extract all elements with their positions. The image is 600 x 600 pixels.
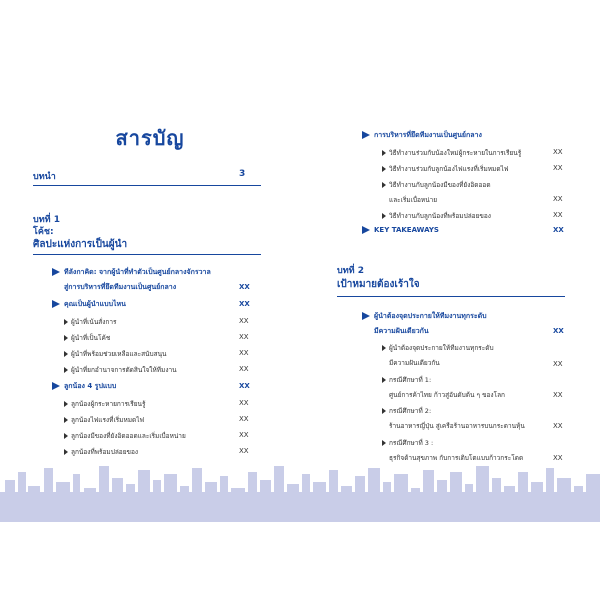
page-number: XX [553, 327, 564, 335]
toc-item-line2: ร้านอาหารญี่ปุ่น สู่เครือร้านอาหารบนกระดานหุ้น [389, 422, 525, 430]
page-number: XX [553, 164, 563, 172]
page-number: XX [239, 382, 250, 390]
page-number: XX [553, 211, 563, 219]
page-number: XX [239, 431, 249, 439]
page-title: สารบัญ [115, 126, 185, 150]
page-number: XX [553, 391, 563, 399]
key-takeaways-heading[interactable]: KEY TAKEAWAYS [362, 224, 439, 236]
arrow-icon [52, 300, 60, 308]
intro-page: 3 [239, 169, 246, 179]
page-number: XX [239, 415, 249, 423]
section-heading[interactable]: คุณเป็นผู้นำแบบไหน [52, 298, 126, 310]
toc-item[interactable]: ลูกน้องไฟแรงที่เริ่มหมดไฟ [64, 415, 144, 425]
divider [33, 185, 261, 186]
section-heading[interactable]: การบริหารที่ยึดทีมงานเป็นศูนย์กลาง [362, 129, 482, 141]
toc-item[interactable]: ผู้นำที่พร้อมช่วยเหลือและสนับสนุน [64, 349, 166, 359]
arrow-icon [362, 131, 370, 139]
page-number: XX [553, 195, 563, 203]
toc-item[interactable]: ลูกน้องที่พร้อมปล่อยของ [64, 447, 138, 457]
city-skyline-illustration [0, 462, 600, 522]
triangle-icon [382, 166, 386, 172]
arrow-icon [362, 226, 370, 234]
page-number: XX [239, 365, 249, 373]
toc-item[interactable]: วิธีทำงานกับลูกน้องที่พร้อมปล่อยของ [382, 211, 491, 221]
page-number: XX [239, 399, 249, 407]
triangle-icon [64, 433, 68, 439]
triangle-icon [382, 150, 386, 156]
toc-item-line2: มีความฝันเดียวกัน [389, 359, 440, 367]
toc-item[interactable]: ผู้นำที่เป็นโค้ช [64, 333, 110, 343]
section-heading[interactable]: ทีลังกาคิด: จากผู้นำที่ทำตัวเป็นศูนย์กลางจักรวาล [52, 266, 211, 278]
triangle-icon [64, 449, 68, 455]
page-number: XX [239, 317, 249, 325]
page-number: XX [239, 333, 249, 341]
toc-item-line2: ศูนย์การค้าไทย ก้าวสู่อันดับต้น ๆ ของโลก [389, 391, 505, 399]
page-number: XX [553, 148, 563, 156]
toc-item[interactable]: ลูกน้องมีของที่ยังอิดออดและเริ่มเบื่อหน่าย [64, 431, 186, 441]
triangle-icon [382, 377, 386, 383]
arrow-icon [52, 268, 60, 276]
page-number: XX [239, 283, 250, 291]
page-number: XX [553, 422, 563, 430]
toc-item-line2: ธุรกิจด้านสุขภาพ กับการเติบโตแบบก้าวกระโดด [389, 454, 524, 462]
triangle-icon [382, 440, 386, 446]
toc-item[interactable]: วิธีทำงานร่วมกับลูกน้องไฟแรงที่เริ่มหมดไฟ [382, 164, 508, 174]
triangle-icon [64, 417, 68, 423]
triangle-icon [382, 408, 386, 414]
toc-item[interactable]: กรณีศึกษาที่ 3 : [382, 438, 433, 448]
divider [337, 296, 565, 297]
section-heading[interactable]: ผู้นำต้องจุดประกายให้ทีมงานทุกระดับ [362, 310, 487, 322]
chapter-1-title: ศิลปะแห่งการเป็นผู้นำ [33, 239, 128, 250]
intro-label: บทนำ [33, 172, 56, 182]
triangle-icon [64, 401, 68, 407]
toc-item[interactable]: กรณีศึกษาที่ 2: [382, 406, 431, 416]
page-number: XX [239, 447, 249, 455]
section-heading-line2: สู่การบริหารที่ยึดทีมงานเป็นศูนย์กลาง [64, 283, 177, 291]
section-heading-line2: มีความฝันเดียวกัน [374, 327, 429, 335]
triangle-icon [382, 213, 386, 219]
chapter-1-subtitle: โค้ช: [33, 227, 54, 237]
toc-item[interactable]: ผู้นำต้องจุดประกายให้ทีมงานทุกระดับ [382, 343, 494, 353]
page-number: XX [553, 226, 564, 234]
toc-item[interactable]: ผู้นำที่ยกอำนาจการตัดสินใจให้ทีมงาน [64, 365, 177, 375]
toc-item[interactable]: ผู้นำที่เน้นสั่งการ [64, 317, 117, 327]
toc-item-line2: และเริ่มเบื่อหน่าย [389, 196, 438, 204]
chapter-2-title: เป้าหมายต้องเร้าใจ [337, 279, 420, 290]
arrow-icon [362, 312, 370, 320]
toc-item[interactable]: วิธีทำงานร่วมกับน้องใหม่ผู้กระหายในการเรียนรู้ [382, 148, 521, 158]
page-number: XX [239, 349, 249, 357]
triangle-icon [382, 182, 386, 188]
toc-item[interactable]: ลูกน้องผู้กระหายการเรียนรู้ [64, 399, 145, 409]
page-number: XX [553, 454, 563, 462]
divider [33, 254, 261, 255]
toc-item[interactable]: กรณีศึกษาที่ 1: [382, 375, 431, 385]
chapter-2-number: บทที่ 2 [337, 266, 364, 276]
triangle-icon [64, 319, 68, 325]
toc-item[interactable]: วิธีทำงานกับลูกน้องมีของที่ยังอิดออด [382, 180, 491, 190]
chapter-1-number: บทที่ 1 [33, 215, 60, 225]
triangle-icon [64, 367, 68, 373]
triangle-icon [64, 351, 68, 357]
triangle-icon [382, 345, 386, 351]
page-number: XX [239, 300, 250, 308]
arrow-icon [52, 382, 60, 390]
triangle-icon [64, 335, 68, 341]
section-heading[interactable]: ลูกน้อง 4 รูปแบบ [52, 380, 116, 392]
page-number: XX [553, 360, 563, 368]
